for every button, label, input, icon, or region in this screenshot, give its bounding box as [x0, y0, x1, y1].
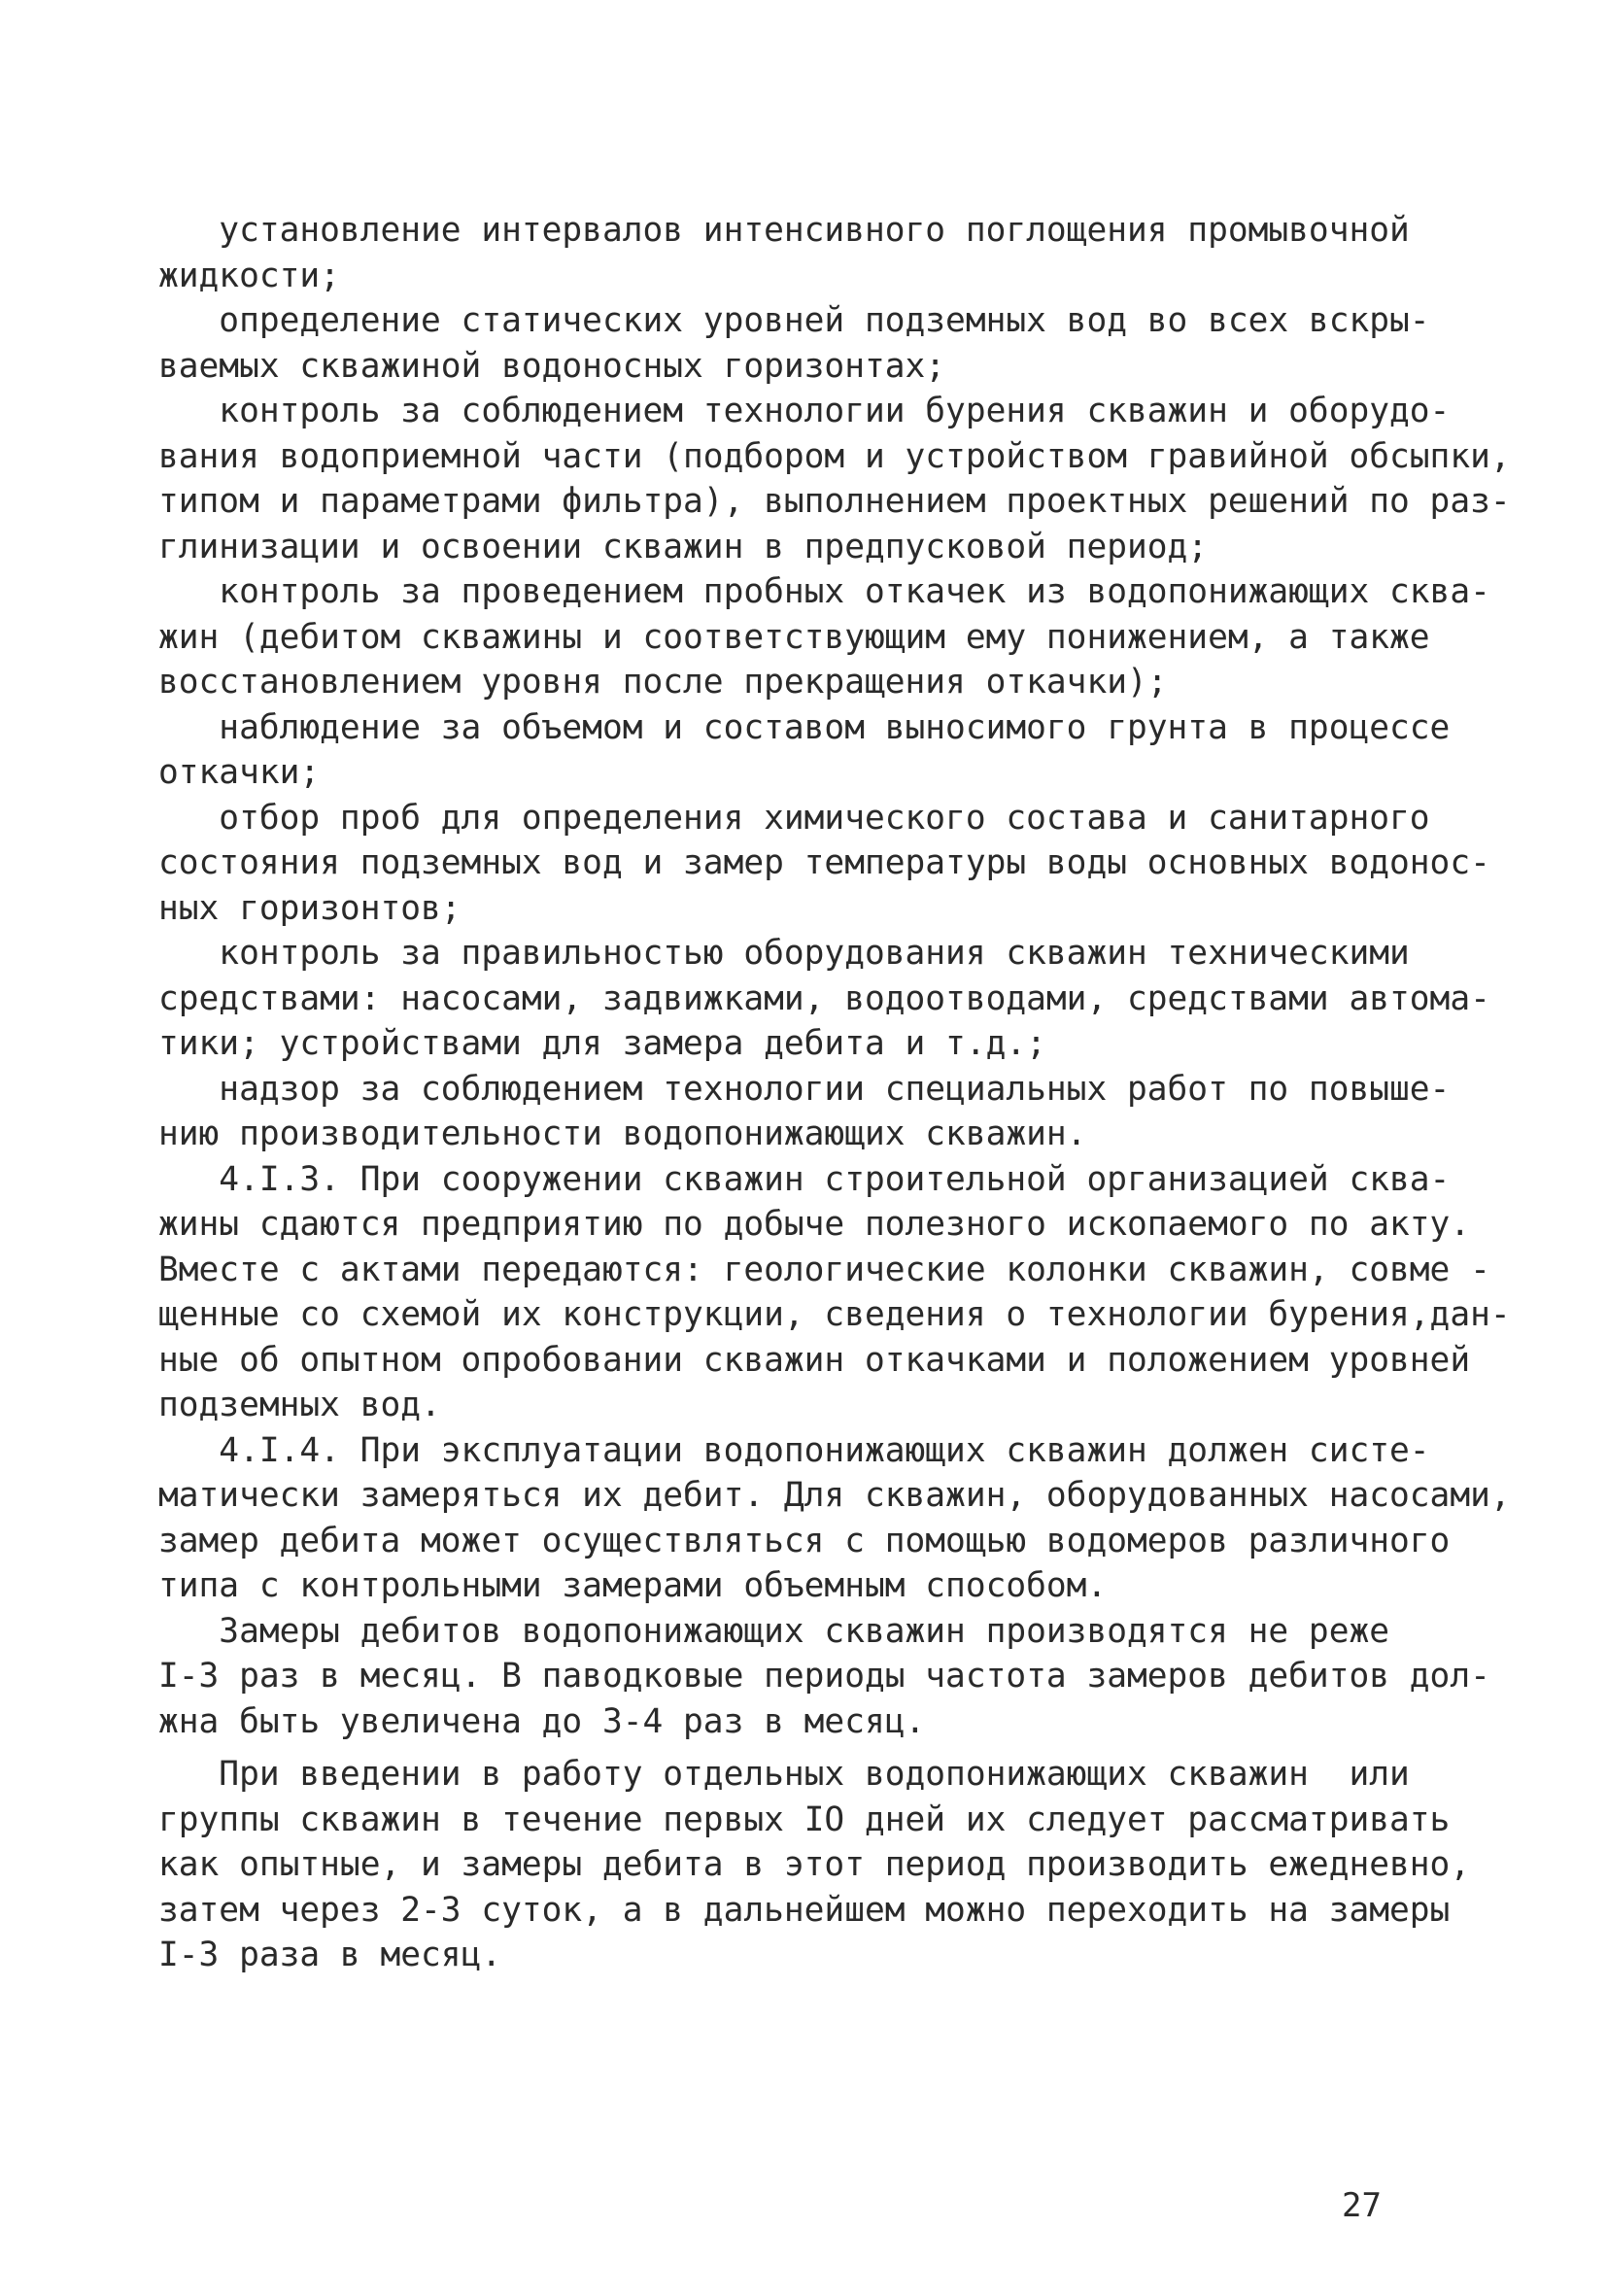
text-line: средствами: насосами, задвижками, водоотводами, средствами автома- — [158, 978, 1490, 1018]
text-line: подземных вод. — [158, 1386, 441, 1424]
text-line: 4.I.3. При сооружении скважин строительной организацией сква- — [158, 1159, 1451, 1199]
text-line: контроль за соблюдением технологии бурения скважин и оборудо- — [158, 392, 1451, 430]
text-line: замер дебита может осуществляться с помощью водомеров различного — [158, 1521, 1451, 1560]
text-line: I-3 раз в месяц. В паводковые периоды частота замеров дебитов дол- — [158, 1657, 1490, 1696]
text-line: жидкости; — [158, 256, 340, 295]
text-line: затем через 2-3 суток, а в дальнейшем можно переходить на замеры — [158, 1890, 1451, 1930]
text-line: щенные со схемой их конструкции, сведения о технологии бурения,дан- — [158, 1295, 1511, 1334]
text-line: типа с контрольными замерами объемным способом. — [158, 1566, 1108, 1605]
text-line: тики; устройствами для замера дебита и т.д.; — [158, 1024, 1046, 1063]
text-line: нию производительности водопонижающих скважин. — [158, 1114, 1087, 1153]
text-line: I-3 раза в месяц. — [158, 1936, 502, 1974]
text-line: надзор за соблюдением технологии специальных работ по повыше- — [158, 1069, 1451, 1109]
text-line: Замеры дебитов водопонижающих скважин производятся не реже — [158, 1611, 1390, 1651]
text-line: ваемых скважиной водоносных горизонтах; — [158, 346, 946, 386]
text-line: установление интервалов интенсивного поглощения промывочной — [158, 211, 1410, 250]
text-line: жины сдаются предприятию по добыче полезного ископаемого по акту. — [158, 1205, 1471, 1244]
text-line: откачки; — [158, 753, 321, 792]
text-line: При введении в работу отдельных водопонижающих скважин или — [158, 1755, 1410, 1794]
text-line: Вместе с актами передаются: геологические колонки скважин, совме - — [158, 1250, 1490, 1289]
text-line: восстановлением уровня после прекращения откачки); — [158, 663, 1168, 702]
text-line: матически замеряться их дебит. Для скважин, оборудованных насосами, — [158, 1476, 1511, 1515]
text-line: состояния подземных вод и замер температуры воды основных водонос- — [158, 843, 1490, 882]
paragraph-gap — [158, 1744, 1441, 1752]
text-line: отбор проб для определения химического состава и санитарного — [158, 798, 1430, 838]
text-line: группы скважин в течение первых IO дней их следует рассматривать — [158, 1799, 1451, 1839]
text-line: жна быть увеличена до 3-4 раз в месяц. — [158, 1701, 926, 1741]
text-line: 4.I.4. При эксплуатации водопонижающих скважин должен систе- — [158, 1430, 1430, 1470]
page-number: 27 — [1342, 2186, 1382, 2225]
text-line: ные об опытном опробовании скважин откачками и положением уровней — [158, 1340, 1471, 1380]
text-line: глинизации и освоении скважин в предпусковой период; — [158, 527, 1209, 566]
body-text — [158, 208, 1511, 1978]
text-line: определение статических уровней подземных вод во всех вскры- — [158, 301, 1430, 340]
text-line: вания водоприемной части (подбором и устройством гравийной обсыпки, — [158, 436, 1511, 476]
text-line: ных горизонтов; — [158, 888, 462, 928]
text-line: жин (дебитом скважины и соответствующим ему понижением, а также — [158, 617, 1430, 657]
text-line: как опытные, и замеры дебита в этот период производить ежедневно, — [158, 1845, 1471, 1884]
text-line: наблюдение за объемом и составом выносимого грунта в процессе — [158, 707, 1451, 747]
text-line: контроль за проведением пробных откачек из водопонижающих сква- — [158, 572, 1490, 611]
text-line: контроль за правильностью оборудования скважин техническими — [158, 934, 1410, 973]
text-line: типом и параметрами фильтра), выполнением проектных решений по раз- — [158, 482, 1511, 521]
